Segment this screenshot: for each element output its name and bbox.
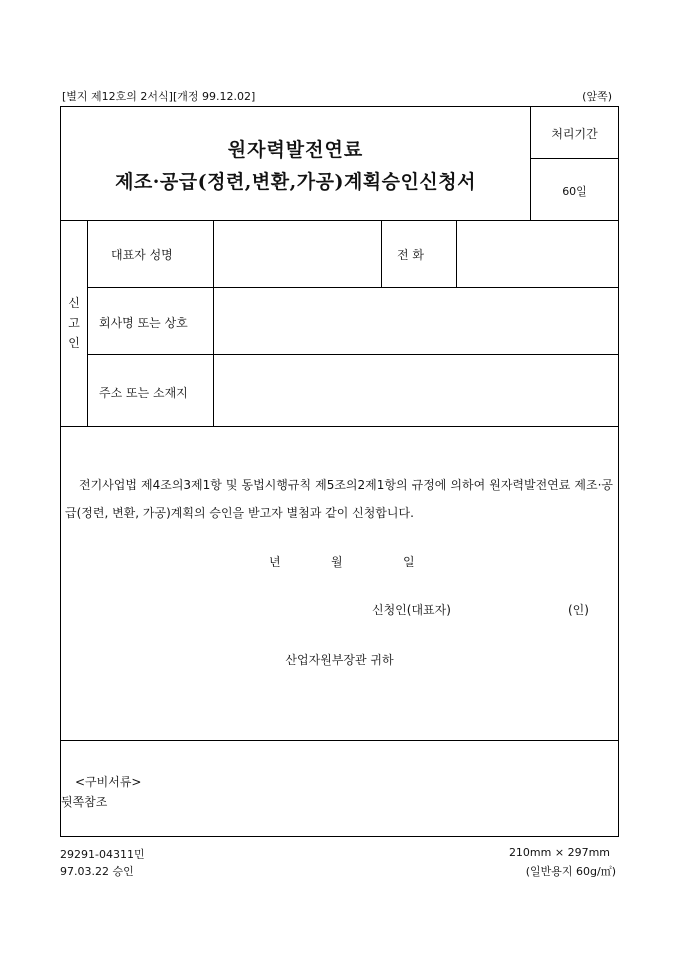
representative-name-label: 대표자 성명 [111, 248, 173, 262]
row-divider-1 [87, 287, 618, 288]
side-char-3: 인 [68, 336, 80, 350]
approval-date: 97.03.22 승인 [60, 865, 134, 878]
application-statement: 전기사업법 제4조의3제1항 및 동법시행규칙 제5조의2제1항의 규정에 의하여 원자력발전연료 제조·공급(정련, 변환, 가공)계획의 승인을 받고자 별첨과 같이 신청합니다. [65, 478, 613, 520]
form-reference: [별지 제12호의 2서식][개정 99.12.02] [62, 90, 256, 103]
label-column-divider [213, 220, 214, 426]
paper-type: (일반용지 60g/㎡) [525, 865, 616, 878]
period-divider [530, 158, 618, 159]
required-documents-title: <구비서류> [75, 775, 142, 789]
date-month-label: 월 [331, 555, 343, 569]
form-title-line1: 원자력발전연료 [227, 139, 364, 161]
seal-mark: (인) [568, 603, 589, 617]
phone-left-divider [381, 220, 382, 287]
form-title-line2: 제조·공급(정련,변환,가공)계획승인신청서 [115, 171, 476, 193]
company-name-label: 회사명 또는 상호 [99, 316, 188, 330]
phone-label: 전 화 [397, 248, 424, 262]
address-label: 주소 또는 소재지 [99, 386, 188, 400]
processing-period-label: 처리기간 [551, 127, 598, 141]
form-code: 29291-04311민 [60, 848, 145, 861]
addressee: 산업자원부장관 귀하 [285, 653, 394, 667]
applicant-side-label [61, 293, 87, 353]
phone-right-divider [456, 220, 457, 287]
paper-size: 210mm × 297mm [508, 846, 610, 859]
date-day-label: 일 [403, 555, 415, 569]
side-char-1: 신 [68, 296, 80, 310]
side-char-2: 고 [68, 316, 80, 330]
body-bottom-divider [61, 740, 618, 741]
row-divider-2 [87, 354, 618, 355]
applicant-bottom-divider [61, 426, 618, 427]
applicant-label: 신청인(대표자) [372, 603, 451, 617]
processing-period-value: 60일 [562, 185, 587, 198]
page-side-label: (앞쪽) [582, 90, 612, 103]
side-label-divider [87, 220, 88, 426]
title-divider [61, 220, 618, 221]
title-vertical-divider [530, 107, 531, 220]
application-form [60, 106, 619, 837]
date-year-label: 년 [269, 555, 281, 569]
required-documents-note: 뒷쪽참조 [61, 795, 108, 809]
